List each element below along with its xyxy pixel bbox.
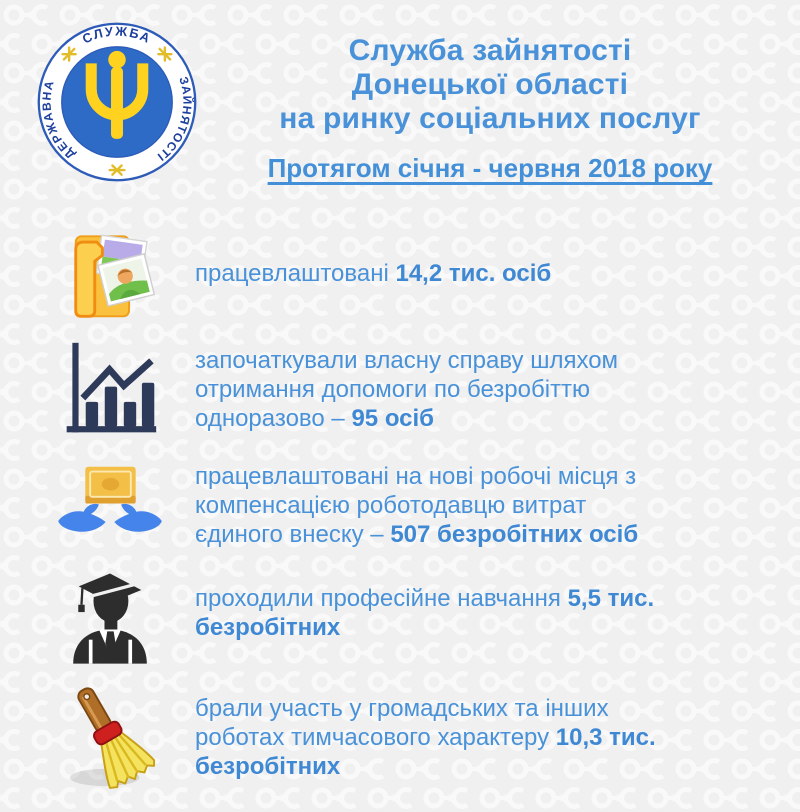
- stat-label: компенсацією роботодавцю витрат: [195, 491, 587, 519]
- page-title-line-3: на ринку соціальних послуг: [279, 102, 701, 135]
- stat-value: безробітних: [195, 614, 341, 641]
- stat-text-compensation: [195, 462, 638, 549]
- logo-ring-text-left: ДЕРЖАВНА: [39, 78, 78, 163]
- stat-text-employed: [195, 259, 551, 288]
- stat-label: працевлаштовані на нові робочі місця з: [195, 462, 637, 490]
- logo-ring-text-top: СЛУЖБА: [79, 23, 155, 47]
- stat-text-public-works: [195, 694, 656, 781]
- period-subtitle: Протягом січня - червня 2018 року: [267, 153, 713, 183]
- bar-chart-icon: [40, 337, 180, 441]
- stat-label: проходили професійне навчання: [195, 585, 568, 612]
- stat-label: започаткували власну справу шляхом: [195, 346, 619, 374]
- folder-photos-icon: [40, 223, 180, 323]
- header: [0, 0, 800, 193]
- stat-row-compensation: [40, 459, 780, 551]
- stat-value: 5,5 тис.: [567, 585, 655, 612]
- stat-label: єдиного внеску –: [195, 520, 391, 548]
- graduate-icon: [40, 561, 180, 665]
- logo-ring-text-right: ЗАЙНЯТОСТІ: [154, 74, 195, 165]
- stat-label: працевлаштовані: [195, 259, 396, 287]
- employment-service-logo-icon: [36, 16, 198, 188]
- broom-icon: [40, 683, 180, 791]
- stat-value: безробітних: [195, 752, 341, 780]
- stat-row-employed: [40, 223, 780, 323]
- money-in-hands-icon: [40, 459, 180, 551]
- stat-label: брали участь у громадських та інших: [195, 694, 609, 722]
- employment-service-logo: [36, 16, 200, 193]
- stat-label: одноразово –: [195, 404, 352, 432]
- stat-value: 10,3 тис.: [555, 723, 656, 751]
- stat-value: 507 безробітних осіб: [390, 520, 639, 548]
- stat-row-public-works: [40, 683, 780, 791]
- stat-label: роботах тимчасового характеру: [195, 723, 556, 751]
- stat-text-own-business: [195, 346, 618, 433]
- stats-list: [0, 193, 800, 791]
- page-title-line-2: Донецької області: [351, 68, 629, 101]
- stat-row-training: [40, 561, 780, 665]
- page-title-line-1: Служба зайнятості: [348, 34, 632, 67]
- stat-row-own-business: [40, 337, 780, 441]
- stat-label: отримання допомоги по безробіттю: [195, 375, 591, 403]
- title-block: [200, 16, 786, 193]
- stat-value: 14,2 тис. осіб: [395, 259, 552, 287]
- stat-value: 95 осіб: [351, 404, 434, 432]
- stat-text-training: [195, 584, 654, 642]
